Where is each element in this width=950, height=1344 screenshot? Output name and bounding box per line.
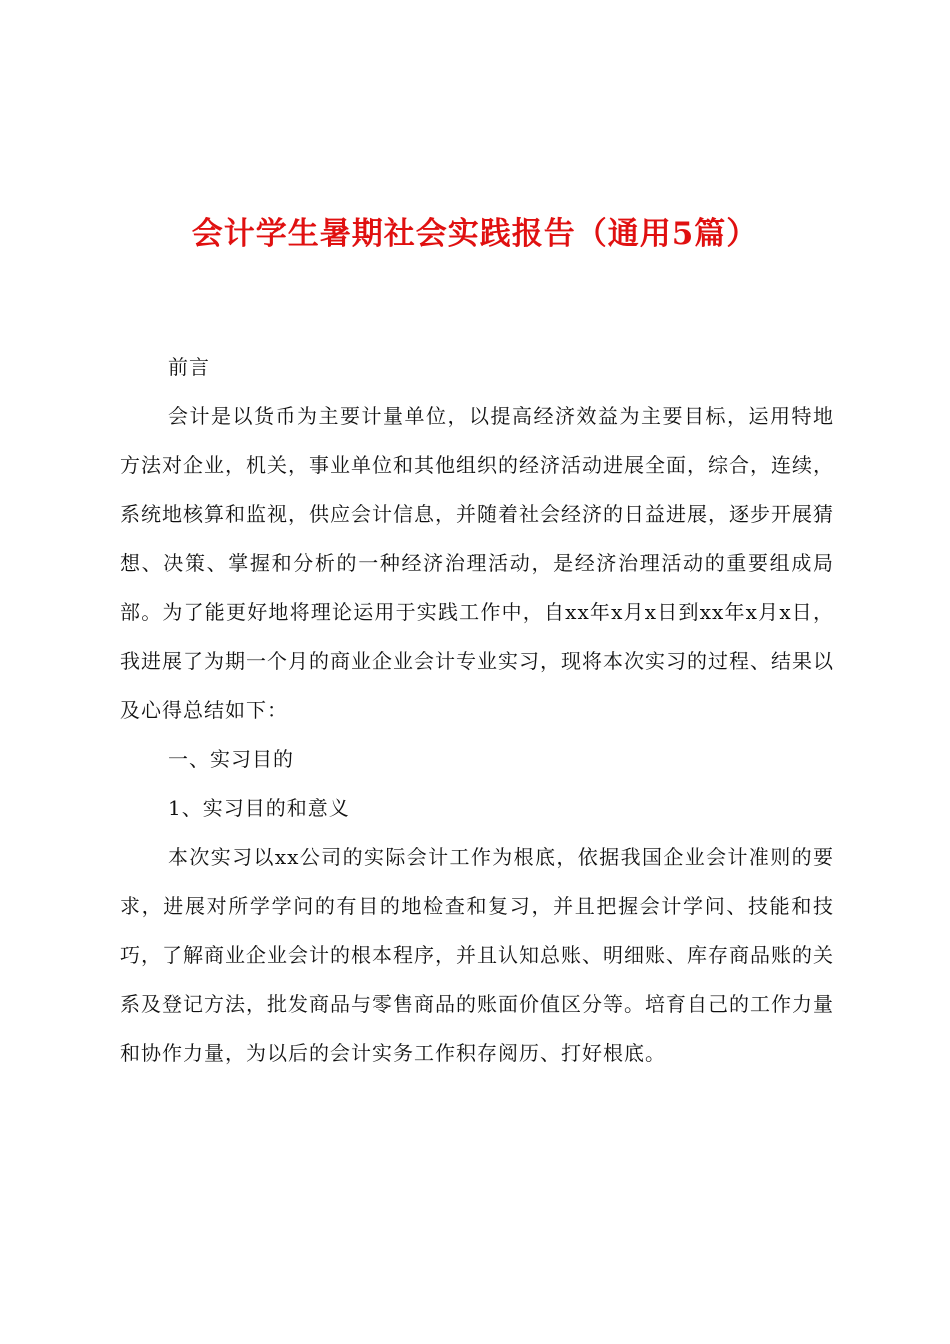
preface-heading: 前言: [168, 355, 210, 379]
intro-paragraph: 会计是以货币为主要计量单位，以提高经济效益为主要目标，运用特地方法对企业，机关，事业单位和其他组织的经济活动进展全面，综合，连续，系统地核算和监视，供应会计信息，并随着社会经济的日益进展，逐步开展猜想、决策、掌握和分析的一种经济治理活动，是经济治理活动的重要组成局部。为了能更好地将理论运用于实践工作中，自xx年x月x日到xx年x月x日，我进展了为期一个月的商业企业会计专业实习，现将本次实习的过程、结果以及心得总结如下：: [120, 404, 834, 722]
document-title: 会计学生暑期社会实践报告（通用5篇）: [191, 216, 759, 252]
subsection-heading-purpose-meaning: 1、实习目的和意义: [168, 796, 350, 820]
purpose-paragraph: 本次实习以xx公司的实际会计工作为根底，依据我国企业会计准则的要求，进展对所学学问的有目的地检查和复习，并且把握会计学问、技能和技巧，了解商业企业会计的根本程序，并且认知总账、明细账、库存商品账的关系及登记方法，批发商品与零售商品的账面价值区分等。培育自己的工作力量和协作力量，为以后的会计实务工作积存阅历、打好根底。: [120, 845, 834, 1065]
section-heading-purpose: 一、实习目的: [168, 747, 294, 771]
document-body: [120, 343, 834, 1078]
